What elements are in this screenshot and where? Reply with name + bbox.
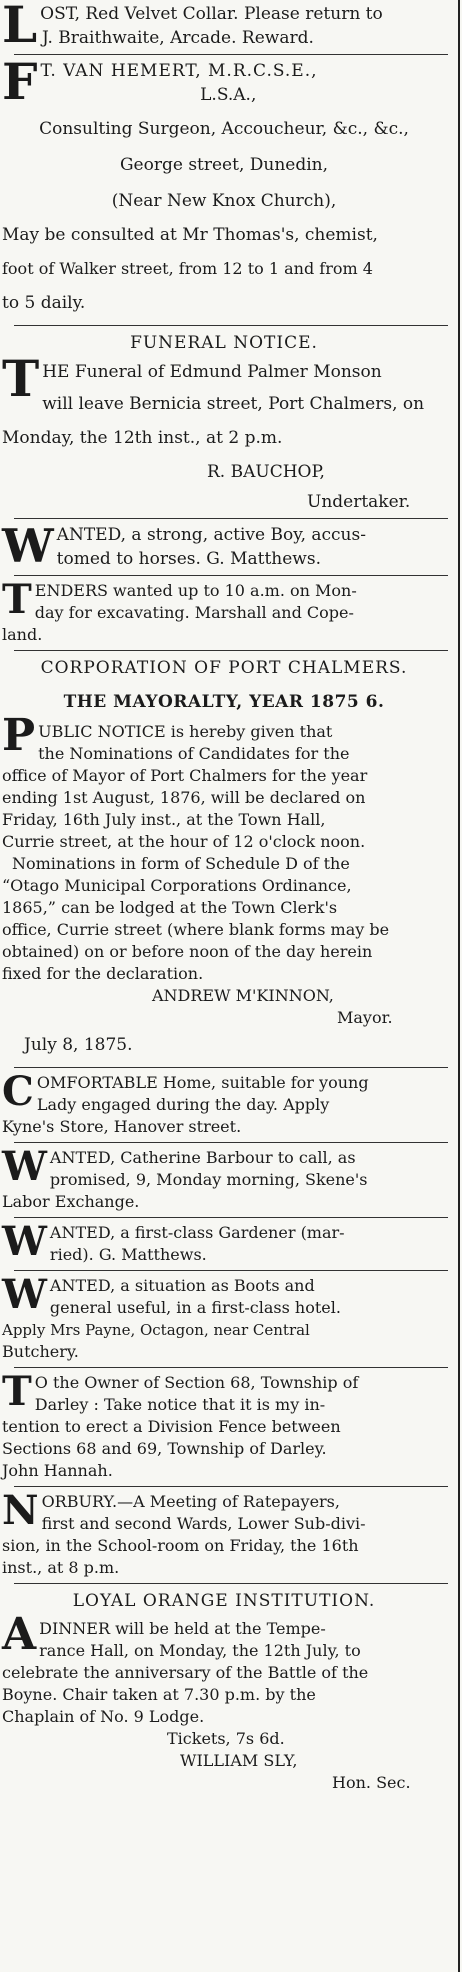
signer: ANDREW M'KINNON,: [152, 986, 334, 1005]
ad-line: George street, Dunedin,: [119, 155, 329, 175]
drop-cap: W: [2, 519, 54, 573]
ad-line: land.: [2, 625, 43, 644]
ad-line: celebrate the anniversary of the Battle of the: [2, 1663, 369, 1682]
ad-line: Sections 68 and 69, Township of Darley.: [2, 1439, 327, 1458]
drop-cap: T: [2, 349, 40, 408]
drop-cap: A: [2, 1609, 37, 1660]
ad-line: Monday, the 12th inst., at 2 p.m.: [2, 428, 283, 448]
drop-cap: P: [2, 710, 36, 761]
ad-line: Chaplain of No. 9 Lodge.: [2, 1707, 205, 1726]
ad-line: L.S.A.,: [200, 85, 257, 105]
signer-title: Hon. Sec.: [332, 1773, 411, 1792]
drop-cap: W: [2, 1143, 47, 1190]
ad-corporation: [2, 655, 462, 1057]
ad-line: Lady engaged during the day. Apply: [36, 1095, 330, 1114]
divider: [14, 1142, 448, 1143]
ad-line: Nominations in form of Schedule D of the: [12, 854, 350, 873]
ad-line: sion, in the School-room on Friday, the 16th: [2, 1536, 359, 1555]
ad-line: general useful, in a first-class hotel.: [49, 1298, 341, 1317]
divider: [14, 518, 448, 519]
ad-funeral: [2, 330, 462, 514]
ad-line: ending 1st August, 1876, will be declared on: [2, 788, 366, 807]
drop-cap: C: [2, 1068, 34, 1115]
ad-wanted-barbour: [2, 1143, 462, 1213]
ad-wanted-situation: [2, 1271, 462, 1363]
ad-line: ORBURY.—A Meeting of Ratepayers,: [41, 1492, 340, 1511]
ad-line: ENDERS wanted up to 10 a.m. on Mon-: [34, 581, 357, 600]
ad-line: office of Mayor of Port Chalmers for the year: [2, 766, 368, 785]
ad-line: J. Braithwaite, Arcade. Reward.: [42, 28, 314, 48]
signer-title: Undertaker.: [307, 492, 411, 512]
ad-line: John Hannah.: [2, 1461, 113, 1480]
ad-line: Apply Mrs Payne, Octagon, near Central: [2, 1321, 310, 1339]
ad-line: Friday, 16th July inst., at the Town Hall,: [2, 810, 326, 829]
ad-loyal-orange: [2, 1588, 462, 1794]
divider: [14, 1583, 448, 1584]
ad-line: first and second Wards, Lower Sub-divi-: [41, 1514, 366, 1533]
ad-line: O the Owner of Section 68, Township of: [34, 1373, 359, 1392]
ad-division-fence: [2, 1368, 462, 1482]
ad-line: promised, 9, Monday morning, Skene's: [49, 1170, 368, 1189]
ad-line: ANTED, a strong, active Boy, accus-: [56, 525, 366, 545]
ad-norbury: [2, 1487, 462, 1579]
ad-comfortable-home: [2, 1068, 462, 1138]
ad-line: T. VAN HEMERT, M.R.C.S.E.,: [40, 61, 318, 81]
ad-line: UBLIC NOTICE is hereby given that: [38, 722, 333, 741]
ad-line: tention to erect a Division Fence between: [2, 1417, 341, 1436]
ad-line: ried). G. Matthews.: [49, 1245, 207, 1264]
ad-line: fixed for the declaration.: [2, 964, 204, 983]
ad-lost-collar: [2, 0, 462, 54]
ad-line: Labor Exchange.: [2, 1192, 140, 1211]
ad-subheading: THE MAYORALTY, YEAR 1875 6.: [63, 692, 385, 712]
ad-line: HE Funeral of Edmund Palmer Monson: [42, 362, 382, 382]
divider: [14, 1367, 448, 1368]
ad-heading: FUNERAL NOTICE.: [130, 333, 318, 353]
ad-line: Consulting Surgeon, Accoucheur, &c., &c.,: [39, 119, 409, 139]
divider: [14, 54, 448, 55]
ad-line: rance Hall, on Monday, the 12th July, to: [39, 1641, 361, 1660]
drop-cap: W: [2, 1271, 47, 1318]
drop-cap: N: [2, 1487, 39, 1534]
drop-cap: T: [2, 576, 32, 623]
ad-tenders: [2, 576, 462, 646]
ad-line: DINNER will be held at the Tempe-: [39, 1619, 326, 1638]
ad-line: May be consulted at Mr Thomas's, chemist,: [2, 225, 378, 245]
ad-heading: CORPORATION OF PORT CHALMERS.: [40, 658, 408, 678]
ad-line: to 5 daily.: [2, 293, 86, 313]
ad-line: (Near New Knox Church),: [111, 191, 337, 211]
signer: R. BAUCHOP,: [207, 462, 325, 482]
divider: [14, 325, 448, 326]
drop-cap: W: [2, 1218, 47, 1265]
ad-line: tomed to horses. G. Matthews.: [56, 549, 321, 569]
divider: [14, 1486, 448, 1487]
ad-line: the Nominations of Candidates for the: [38, 744, 350, 763]
ad-line: Butchery.: [2, 1342, 79, 1361]
ad-line: foot of Walker street, from 12 to 1 and from 4: [2, 259, 373, 278]
ad-line: will leave Bernicia street, Port Chalmers, on: [42, 394, 425, 414]
ad-surgeon: [2, 52, 462, 315]
drop-cap: F: [2, 52, 38, 111]
ad-heading: LOYAL ORANGE INSTITUTION.: [72, 1591, 376, 1611]
drop-cap: L: [2, 0, 38, 54]
ad-line: ANTED, Catherine Barbour to call, as: [49, 1148, 356, 1167]
ad-line: Darley : Take notice that it is my in-: [34, 1395, 326, 1414]
ad-line: obtained) on or before noon of the day herein: [2, 942, 373, 961]
divider: [14, 575, 448, 576]
notice-date: July 8, 1875.: [24, 1035, 133, 1055]
ad-line: Kyne's Store, Hanover street.: [2, 1117, 242, 1136]
tickets: Tickets, 7s 6d.: [167, 1729, 285, 1748]
signer-title: Mayor.: [337, 1008, 393, 1027]
divider: [14, 1067, 448, 1068]
ad-wanted-gardener: [2, 1218, 462, 1266]
ad-line: “Otago Municipal Corporations Ordinance,: [2, 876, 352, 895]
ad-line: ANTED, a situation as Boots and: [49, 1276, 315, 1295]
ad-line: office, Currie street (where blank forms may be: [2, 920, 390, 939]
ad-line: inst., at 8 p.m.: [2, 1558, 120, 1577]
ad-line: Currie street, at the hour of 12 o'clock noon.: [2, 832, 366, 851]
ad-wanted-boy: [2, 519, 462, 573]
ad-line: 1865,” can be lodged at the Town Clerk's: [2, 898, 338, 917]
ad-line: OST, Red Velvet Collar. Please return to: [40, 4, 383, 24]
divider: [14, 650, 448, 651]
ad-line: OMFORTABLE Home, suitable for young: [36, 1073, 369, 1092]
ad-line: ANTED, a first-class Gardener (mar-: [49, 1223, 345, 1242]
drop-cap: T: [2, 1368, 32, 1415]
divider: [14, 1270, 448, 1271]
ad-line: Boyne. Chair taken at 7.30 p.m. by the: [2, 1685, 316, 1704]
signer: WILLIAM SLY,: [180, 1751, 298, 1770]
ad-line: day for excavating. Marshall and Cope-: [34, 603, 354, 622]
divider: [14, 1217, 448, 1218]
